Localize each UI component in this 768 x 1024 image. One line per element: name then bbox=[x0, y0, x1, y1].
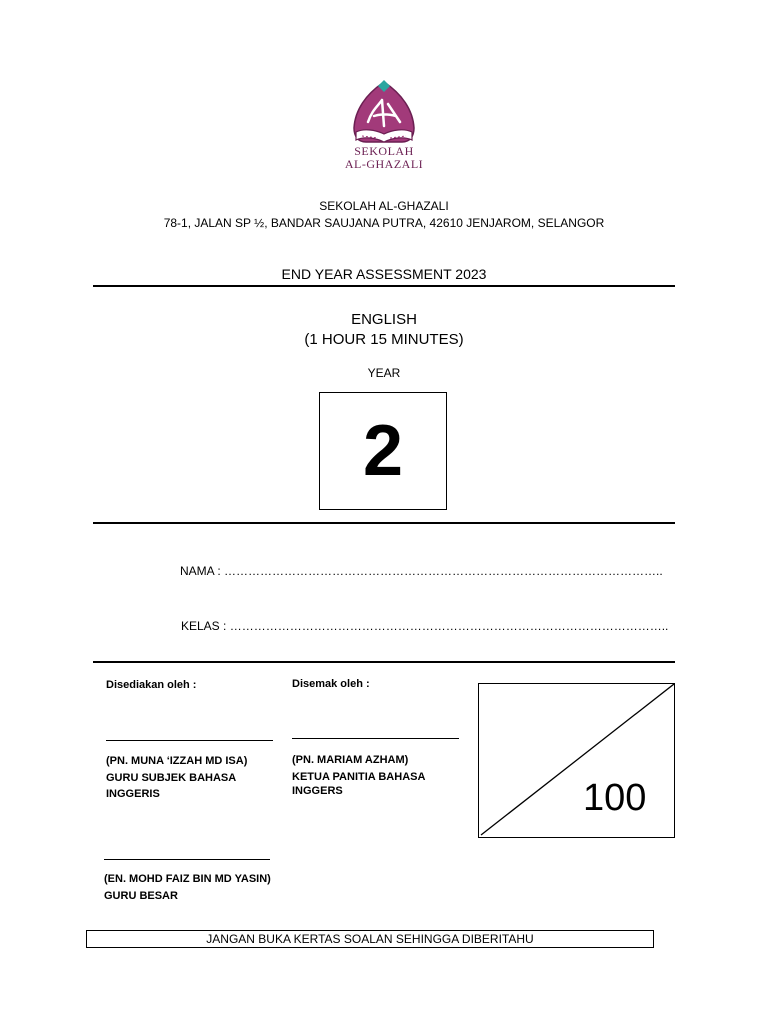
year-box bbox=[319, 392, 447, 510]
kelas-field[interactable]: KELAS : ……………………………………………………………………………………………….. bbox=[181, 619, 669, 633]
checked-name: (PN. MARIAM AZHAM) bbox=[292, 754, 409, 766]
principal-name: (EN. MOHD FAIZ BIN MD YASIN) bbox=[104, 873, 271, 885]
prepared-role-line1: GURU SUBJEK BAHASA bbox=[106, 772, 237, 784]
divider-bottom bbox=[93, 661, 675, 663]
logo-text-line1: SEKOLAH bbox=[354, 144, 414, 158]
checked-role-line1: KETUA PANITIA BAHASA bbox=[292, 771, 426, 783]
exam-title: END YEAR ASSESSMENT 2023 bbox=[281, 266, 487, 282]
prepared-name: (PN. MUNA ‘IZZAH MD ISA) bbox=[106, 755, 248, 767]
principal-signature-line bbox=[104, 859, 270, 860]
year-label: YEAR bbox=[367, 366, 401, 380]
checked-heading: Disemak oleh : bbox=[292, 678, 370, 690]
school-address: 78-1, JALAN SP ½, BANDAR SAUJANA PUTRA, 42610 JENJAROM, SELANGOR bbox=[163, 216, 605, 230]
school-name: SEKOLAH AL-GHAZALI bbox=[319, 199, 449, 213]
score-box bbox=[478, 683, 675, 838]
principal-role: GURU BESAR bbox=[104, 890, 178, 902]
footer-notice: JANGAN BUKA KERTAS SOALAN SEHINGGA DIBERITAHU bbox=[206, 932, 534, 946]
prepared-heading: Disediakan oleh : bbox=[106, 679, 197, 691]
divider-middle bbox=[93, 522, 675, 524]
logo-text-line2: AL-GHAZALI bbox=[344, 157, 424, 171]
exam-duration: (1 HOUR 15 MINUTES) bbox=[304, 331, 464, 348]
checked-role-line2: INGGERS bbox=[292, 785, 343, 797]
score-total: 100 bbox=[583, 777, 647, 819]
nama-field[interactable]: NAMA : ……………………………………………………………………………………………….. bbox=[180, 564, 663, 578]
divider-top bbox=[93, 285, 675, 287]
checked-signature-line bbox=[292, 738, 459, 739]
exam-subject: ENGLISH bbox=[351, 311, 417, 328]
prepared-signature-line bbox=[106, 740, 273, 741]
prepared-role-line2: INGGERIS bbox=[106, 788, 160, 800]
footer-notice-box bbox=[86, 930, 654, 948]
school-logo bbox=[322, 70, 446, 176]
year-value: 2 bbox=[362, 411, 404, 491]
